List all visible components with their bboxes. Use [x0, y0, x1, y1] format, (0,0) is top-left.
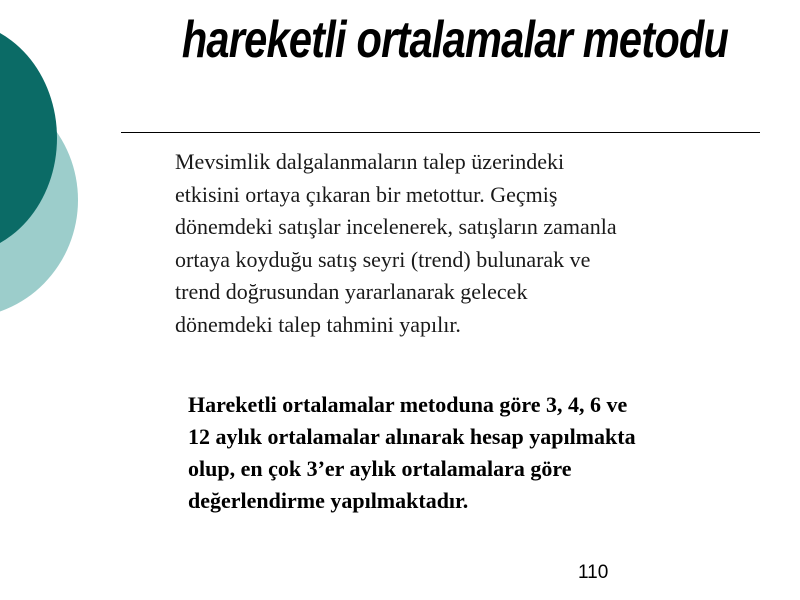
decorative-circles: [0, 0, 120, 330]
bold-paragraph: Hareketli ortalamalar metoduna göre 3, 4, 6 ve 12 aylık ortalamalar alınarak hesap yapılmakta olup, en çok 3’er aylık ortalamalara göre değerlendirme yapılmaktadır.: [188, 392, 636, 513]
description-paragraph: Mevsimlik dalgalanmaların talep üzerindeki etkisini ortaya çıkaran bir metottur. Geçmiş dönemdeki satışlar incelenerek, satışların zamanla ortaya koyduğu satış seyri (trend) bulunarak ve trend doğrusundan yararlanarak gelecek dönemdeki talep tahmini yapılır.: [175, 149, 617, 337]
page-number: 110: [578, 562, 609, 583]
slide-title: hareketli ortalamalar metodu: [181, 11, 729, 69]
title-divider: [121, 132, 760, 133]
